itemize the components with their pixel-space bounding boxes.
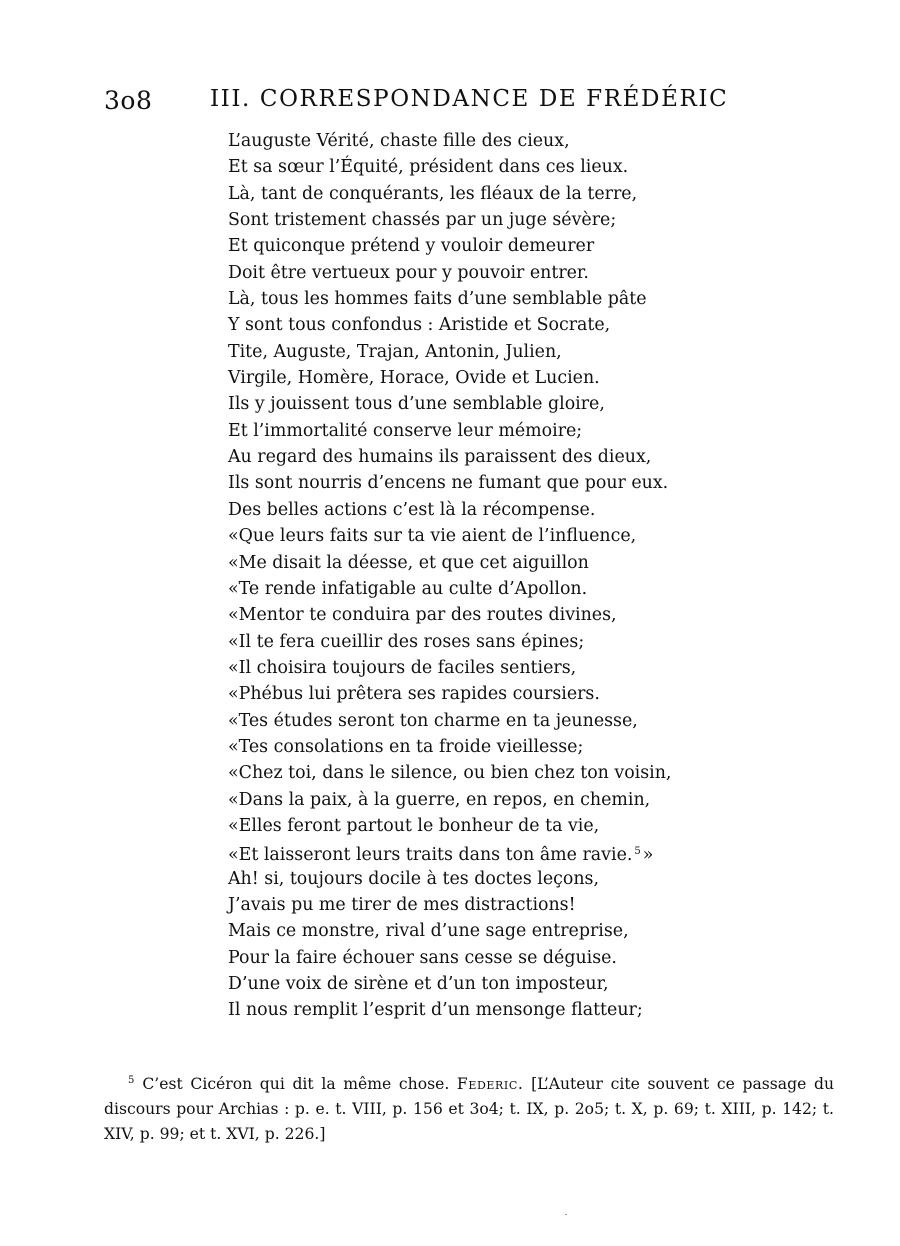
footnote-text: C’est Cicéron qui dit la même chose. <box>142 1075 450 1093</box>
verse-text: Y sont tous confondus : Aristide et Socrate, <box>228 315 611 336</box>
footnote-number: 5 <box>128 1075 135 1086</box>
verse-line <box>228 391 788 417</box>
verse-line <box>228 866 788 892</box>
verse-text: «Et laisseront leurs traits dans ton âme ravie. <box>228 845 633 866</box>
verse-line <box>228 655 788 681</box>
verse-text: Il nous remplit l’esprit d’un mensonge flatteur; <box>228 1000 643 1021</box>
verse-text: Mais ce monstre, rival d’une sage entreprise, <box>228 921 629 942</box>
verse-text: Et l’immortalité conserve leur mémoire; <box>228 420 583 441</box>
verse-line <box>228 945 788 971</box>
verse-text: Sont tristement chassés par un juge sévère; <box>228 210 617 231</box>
verse-line <box>228 918 788 944</box>
verse-line <box>228 892 788 918</box>
verse-text: «Il choisira toujours de faciles sentiers, <box>228 657 577 678</box>
verse-text: Ah! si, toujours docile à tes doctes leçons, <box>228 868 600 889</box>
verse-text: «Dans la paix, à la guerre, en repos, en chemin, <box>228 789 651 810</box>
verse-line <box>228 997 788 1023</box>
verse-text: «Me disait la déesse, et que cet aiguillon <box>228 552 589 573</box>
verse-line <box>228 260 788 286</box>
verse-text: Là, tant de conquérants, les fléaux de la terre, <box>228 183 638 204</box>
footnote-reference: 5 <box>634 846 641 858</box>
verse-text: «Te rende infatigable au culte d’Apollon. <box>228 578 588 599</box>
verse-line <box>228 233 788 259</box>
verse-line <box>228 760 788 786</box>
closing-guillemet: » <box>642 845 654 866</box>
verse-line <box>228 971 788 997</box>
verse-line <box>228 154 788 180</box>
verse-text: «Il te fera cueillir des roses sans épines; <box>228 631 585 652</box>
verse-line <box>228 681 788 707</box>
footnote-citation: [L’Auteur cite souvent ce passage du discours pour Archias : p. e. t. VIII, p. 156 et 3o4; t. IX, p. 2o5; t. X, p. 69; t. XIII, p. 142; t. XIV, p. 99; et t. XVI, p. 226.] <box>104 1075 834 1143</box>
verse-text: «Tes consolations en ta froide vieillesse; <box>228 736 584 757</box>
verse-text: J’avais pu me tirer de mes distractions! <box>228 894 576 915</box>
verse-text: «Mentor te conduira par des routes divines, <box>228 605 617 626</box>
verse-text: Virgile, Homère, Horace, Ovide et Lucien. <box>228 368 600 389</box>
verse-text: «Que leurs faits sur ta vie aient de l’influence, <box>228 526 637 547</box>
verse-line <box>228 128 788 154</box>
verse-line <box>228 497 788 523</box>
poem-verses <box>228 128 788 1024</box>
running-title: III. CORRESPONDANCE DE FRÉDÉRIC <box>210 86 729 112</box>
verse-line <box>228 365 788 391</box>
verse-text: «Chez toi, dans le silence, ou bien chez ton voisin, <box>228 763 672 784</box>
verse-line <box>228 207 788 233</box>
verse-text: Doit être vertueux pour y pouvoir entrer. <box>228 262 589 283</box>
verse-text: «Tes études seront ton charme en ta jeunesse, <box>228 710 638 731</box>
verse-text: D’une voix de sirène et d’un ton imposteur, <box>228 974 609 994</box>
verse-line <box>228 523 788 549</box>
verse-text: Ils y jouissent tous d’une semblable gloire, <box>228 394 605 415</box>
verse-text: Pour la faire échouer sans cesse se déguise. <box>228 947 617 968</box>
verse-text: Tite, Auguste, Trajan, Antonin, Julien, <box>228 341 562 362</box>
page-number: 3o8 <box>104 86 153 115</box>
verse-line <box>228 286 788 312</box>
verse-line <box>228 470 788 496</box>
verse-line <box>228 839 788 865</box>
verse-text: «Elles feront partout le bonheur de ta vie, <box>228 815 600 836</box>
verse-text: Là, tous les hommes faits d’une semblable pâte <box>228 289 647 310</box>
verse-line <box>228 312 788 338</box>
page-header <box>104 86 744 120</box>
verse-line <box>228 708 788 734</box>
footnote <box>104 1068 834 1147</box>
verse-text: Au regard des humains ils paraissent des dieux, <box>228 447 652 468</box>
verse-line <box>228 787 788 813</box>
verse-line <box>228 181 788 207</box>
verse-line <box>228 602 788 628</box>
verse-text: «Phébus lui prêtera ses rapides coursiers. <box>228 684 600 705</box>
verse-line <box>228 813 788 839</box>
verse-text: Et quiconque prétend y vouloir demeurer <box>228 236 595 257</box>
verse-text: Des belles actions c’est là la récompense. <box>228 499 596 520</box>
verse-text: Ils sont nourris d’encens ne fumant que pour eux. <box>228 473 669 494</box>
verse-line <box>228 418 788 444</box>
verse-line <box>228 629 788 655</box>
footnote-signature: Federic. <box>456 1075 524 1093</box>
verse-text: L’auguste Vérité, chaste fille des cieux, <box>228 131 570 151</box>
verse-line <box>228 576 788 602</box>
verse-text: Et sa sœur l’Équité, président dans ces lieux. <box>228 157 629 178</box>
print-speck <box>565 1214 567 1215</box>
verse-line <box>228 444 788 470</box>
verse-line <box>228 550 788 576</box>
verse-line <box>228 734 788 760</box>
verse-line <box>228 339 788 365</box>
